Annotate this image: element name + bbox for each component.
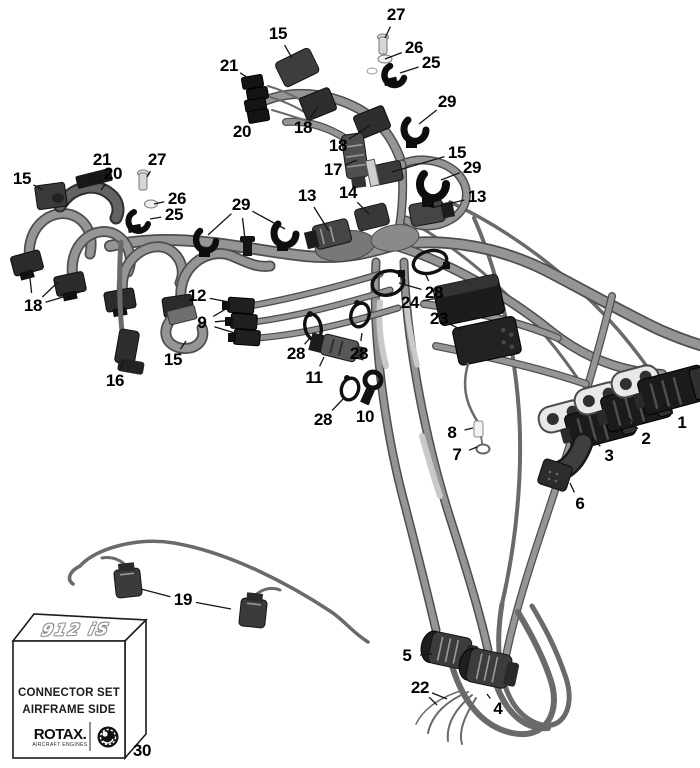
callout-12-22: 12 [187, 286, 207, 305]
callout-21-10: 21 [92, 150, 112, 169]
clamp-25-left [128, 212, 148, 233]
callout-15-8: 15 [12, 169, 32, 188]
relay-modules [424, 274, 586, 384]
clamp-29-c [274, 224, 296, 251]
callout-10-33: 10 [355, 407, 375, 426]
leader-line-4 [487, 694, 490, 699]
callout-8-36: 8 [447, 423, 457, 442]
callout-6-40: 6 [575, 494, 585, 513]
leader-line-12 [210, 298, 229, 302]
callout-17-13: 17 [323, 160, 343, 179]
rotax-subtitle: AIRCRAFT ENGINES [32, 742, 88, 748]
callout-20-15: 20 [103, 164, 123, 183]
callout-16-32: 16 [105, 371, 125, 390]
callout-2-37: 2 [641, 429, 651, 448]
callout-18-6: 18 [293, 118, 313, 137]
callout-3-39: 3 [604, 446, 614, 465]
elbow-connector-6 [537, 443, 583, 492]
callout-4-44: 4 [493, 699, 503, 718]
callout-25-3: 25 [421, 53, 441, 72]
callout-23-26: 23 [429, 309, 449, 328]
callout-26-19: 26 [167, 189, 187, 208]
leader-line-25 [400, 67, 419, 73]
callout-28-34: 28 [313, 410, 333, 429]
callout-14-17: 14 [338, 183, 358, 202]
callout-20-7: 20 [232, 122, 252, 141]
leader-line-6 [570, 483, 574, 492]
cable-tie-28-e [339, 375, 361, 402]
leader-line-29 [208, 214, 231, 235]
callout-11-31: 11 [305, 368, 323, 387]
callout-5-42: 5 [402, 646, 412, 665]
clamp-29-top [404, 120, 426, 148]
box-front-line2: AIRFRAME SIDE [22, 704, 116, 716]
callout-13-16: 13 [297, 186, 317, 205]
callout-22-43: 22 [410, 678, 430, 697]
callout-27-0: 27 [386, 5, 406, 24]
leader-line-29 [243, 218, 246, 239]
callout-13-18: 13 [467, 187, 487, 206]
callout-1-35: 1 [677, 413, 687, 432]
callout-26-2: 26 [404, 38, 424, 57]
callout-24-24: 24 [400, 293, 420, 312]
callout-15-12: 15 [447, 143, 467, 162]
callout-15-1: 15 [268, 24, 288, 43]
leader-line-15 [285, 45, 292, 58]
leader-line-19 [196, 602, 231, 609]
callout-25-21: 25 [164, 205, 184, 224]
leader-line-8 [465, 428, 473, 430]
callout-28-28: 28 [286, 344, 306, 363]
callout-18-25: 18 [23, 296, 43, 315]
clamp-10 [360, 372, 381, 405]
callout-27-11: 27 [147, 150, 167, 169]
callout-9-27: 9 [197, 313, 207, 332]
callout-29-5: 29 [437, 92, 457, 111]
leader-line-19 [141, 589, 170, 597]
leader-line-11 [320, 357, 324, 366]
callout-7-38: 7 [452, 445, 462, 464]
terminal-wire-7-8 [465, 364, 489, 454]
callout-18-9: 18 [328, 136, 348, 155]
rotax-wordmark: ROTAX. [33, 726, 87, 743]
leader-line-29 [252, 211, 285, 229]
callout-21-4: 21 [219, 56, 239, 75]
box-top-label: 912 iS [39, 619, 113, 640]
bolt-27-left [138, 170, 149, 190]
callout-28-23: 28 [424, 283, 444, 302]
callout-30-45: 30 [132, 741, 152, 760]
callout-15-30: 15 [163, 350, 183, 369]
leader-line-28 [332, 398, 344, 411]
box-front-line1: CONNECTOR SET [17, 687, 121, 699]
round-connector-4 [456, 646, 521, 692]
leader-line-25 [150, 217, 161, 219]
leader-line-29 [419, 110, 437, 124]
brp-logo [98, 727, 119, 748]
connector-15-top [274, 47, 320, 88]
leader-line-28 [361, 333, 362, 341]
callout-19-41: 19 [173, 590, 193, 609]
bolt-27-top [378, 34, 389, 54]
leader-line-22 [432, 693, 447, 699]
leader-line-28 [305, 338, 310, 344]
callout-29-20: 29 [231, 195, 251, 214]
callout-28-29: 28 [349, 344, 369, 363]
clamp-25-top [384, 66, 404, 86]
callout-29-14: 29 [462, 158, 482, 177]
